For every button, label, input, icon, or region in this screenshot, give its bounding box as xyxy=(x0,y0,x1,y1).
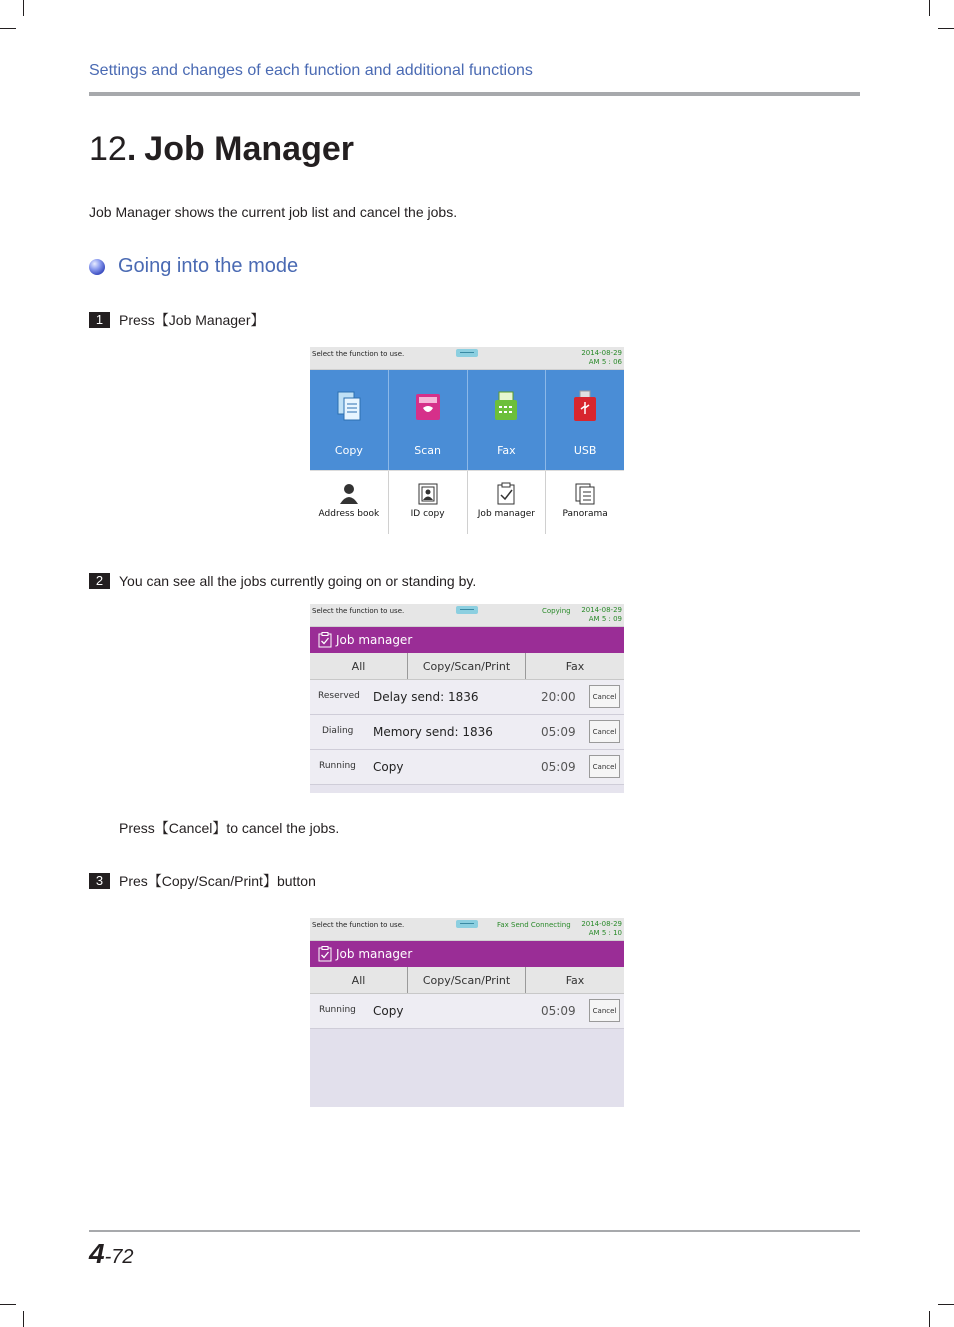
machine-status: Fax Send Connecting xyxy=(497,921,571,929)
tile-label: ID copy xyxy=(410,509,445,519)
scan-tile[interactable] xyxy=(389,370,468,470)
crop-mark xyxy=(0,28,16,29)
status-bar xyxy=(310,604,624,627)
title-number: 12 xyxy=(89,130,127,168)
tab-fax[interactable]: Fax xyxy=(526,967,624,993)
tile-label: Panorama xyxy=(562,509,608,519)
tile-label: Job manager xyxy=(477,509,535,519)
job-filter-tabs xyxy=(310,967,624,994)
job-name: Copy xyxy=(373,1004,404,1018)
step-text: You can see all the jobs currently going on or standing by. xyxy=(119,573,477,589)
title-text: Job Manager xyxy=(144,130,354,168)
step-number: 3 xyxy=(89,873,110,889)
crop-mark xyxy=(23,0,24,16)
date-time xyxy=(581,349,622,367)
job-list xyxy=(310,994,624,1029)
job-name: Copy xyxy=(373,760,404,774)
tile-label: Copy xyxy=(334,444,363,457)
status-bar xyxy=(310,918,624,941)
job-time: 05:09 xyxy=(541,760,576,774)
job-manager-icon xyxy=(318,632,332,648)
cancel-button[interactable]: Cancel xyxy=(589,720,620,743)
prompt-text: Select the function to use. xyxy=(312,921,405,929)
step-text: Press【Job Manager】 xyxy=(119,312,265,328)
job-status: Running xyxy=(319,1005,356,1015)
job-status: Running xyxy=(319,761,356,771)
table-row xyxy=(310,994,624,1029)
job-time: 20:00 xyxy=(541,690,576,704)
page-suffix: -72 xyxy=(104,1246,134,1268)
tab-all[interactable]: All xyxy=(310,967,408,993)
tab-copy-scan-print[interactable]: Copy/Scan/Print xyxy=(408,653,526,679)
usb-tile[interactable] xyxy=(546,370,624,470)
page-number xyxy=(89,1238,133,1270)
panorama-icon xyxy=(574,482,596,506)
scan-icon xyxy=(415,390,441,422)
intro-text: Job Manager shows the current job list and cancel the jobs. xyxy=(89,204,458,220)
step-1 xyxy=(89,310,265,330)
screen-title: Job manager xyxy=(336,633,413,647)
time: AM 5 : 10 xyxy=(588,929,622,937)
job-manager-title-bar xyxy=(310,627,624,653)
prompt-text: Select the function to use. xyxy=(312,350,405,358)
address-book-tile[interactable] xyxy=(310,471,389,534)
step-3 xyxy=(89,871,316,891)
footer-rule xyxy=(89,1230,860,1232)
tile-label: Fax xyxy=(497,444,516,457)
pull-down-handle[interactable] xyxy=(456,920,478,928)
secondary-tiles xyxy=(310,470,624,534)
panorama-tile[interactable] xyxy=(546,471,624,534)
job-time: 05:09 xyxy=(541,1004,576,1018)
header-rule xyxy=(89,92,860,96)
job-manager-icon xyxy=(318,946,332,962)
table-row xyxy=(310,680,624,715)
fax-tile[interactable] xyxy=(468,370,547,470)
cancel-button[interactable]: Cancel xyxy=(589,685,620,708)
job-status: Reserved xyxy=(318,691,360,701)
table-row xyxy=(310,750,624,785)
page-title xyxy=(89,130,354,169)
id-copy-tile[interactable] xyxy=(389,471,468,534)
step-text: Pres【Copy/Scan/Print】button xyxy=(119,873,316,889)
tab-fax[interactable]: Fax xyxy=(526,653,624,679)
copy-tile[interactable] xyxy=(310,370,389,470)
time: AM 5 : 09 xyxy=(588,615,622,623)
cancel-button[interactable]: Cancel xyxy=(589,755,620,778)
id-copy-icon xyxy=(417,482,439,506)
table-row xyxy=(310,715,624,750)
job-status: Dialing xyxy=(322,726,354,736)
crop-mark xyxy=(929,1311,930,1327)
crop-mark xyxy=(0,1304,16,1305)
section-heading xyxy=(89,255,298,278)
chapter-number: 4 xyxy=(89,1238,105,1269)
section-title: Going into the mode xyxy=(118,255,299,277)
job-name: Memory send: 1836 xyxy=(373,725,493,739)
bullet-ball-icon xyxy=(89,259,105,275)
step-number: 2 xyxy=(89,573,110,589)
crop-mark xyxy=(938,1304,954,1305)
status-bar xyxy=(310,347,624,370)
job-manager-screen-copy xyxy=(310,918,624,1107)
job-manager-tile[interactable] xyxy=(468,471,547,534)
job-list xyxy=(310,680,624,785)
function-tiles xyxy=(310,370,624,470)
address-book-icon xyxy=(338,482,360,506)
step-2 xyxy=(89,573,476,589)
date-time xyxy=(581,606,622,624)
main-menu-screen xyxy=(310,347,624,536)
tab-all[interactable]: All xyxy=(310,653,408,679)
pull-down-handle[interactable] xyxy=(456,606,478,614)
job-manager-title-bar xyxy=(310,941,624,967)
tile-label: Scan xyxy=(414,444,441,457)
job-manager-icon xyxy=(495,482,517,506)
time: AM 5 : 06 xyxy=(588,358,622,366)
pull-down-handle[interactable] xyxy=(456,349,478,357)
crop-mark xyxy=(929,0,930,16)
running-header: Settings and changes of each function and additional functions xyxy=(89,62,533,79)
crop-mark xyxy=(938,28,954,29)
job-filter-tabs xyxy=(310,653,624,680)
screen-title: Job manager xyxy=(336,947,413,961)
job-manager-screen-all xyxy=(310,604,624,793)
prompt-text: Select the function to use. xyxy=(312,607,405,615)
usb-icon xyxy=(572,390,598,422)
tab-copy-scan-print[interactable]: Copy/Scan/Print xyxy=(408,967,526,993)
title-dot: . xyxy=(126,130,137,168)
cancel-note: Press【Cancel】to cancel the jobs. xyxy=(119,820,340,836)
step-number: 1 xyxy=(89,312,110,328)
date: 2014-08-29 xyxy=(581,606,622,614)
job-name: Delay send: 1836 xyxy=(373,690,479,704)
date: 2014-08-29 xyxy=(581,920,622,928)
crop-mark xyxy=(23,1311,24,1327)
cancel-button[interactable]: Cancel xyxy=(589,999,620,1022)
date-time xyxy=(581,920,622,938)
tile-label: USB xyxy=(573,444,597,457)
tile-label: Address book xyxy=(318,509,380,519)
job-time: 05:09 xyxy=(541,725,576,739)
machine-status: Copying xyxy=(542,607,571,615)
date: 2014-08-29 xyxy=(581,349,622,357)
copy-icon xyxy=(336,390,362,422)
fax-icon xyxy=(493,390,519,422)
